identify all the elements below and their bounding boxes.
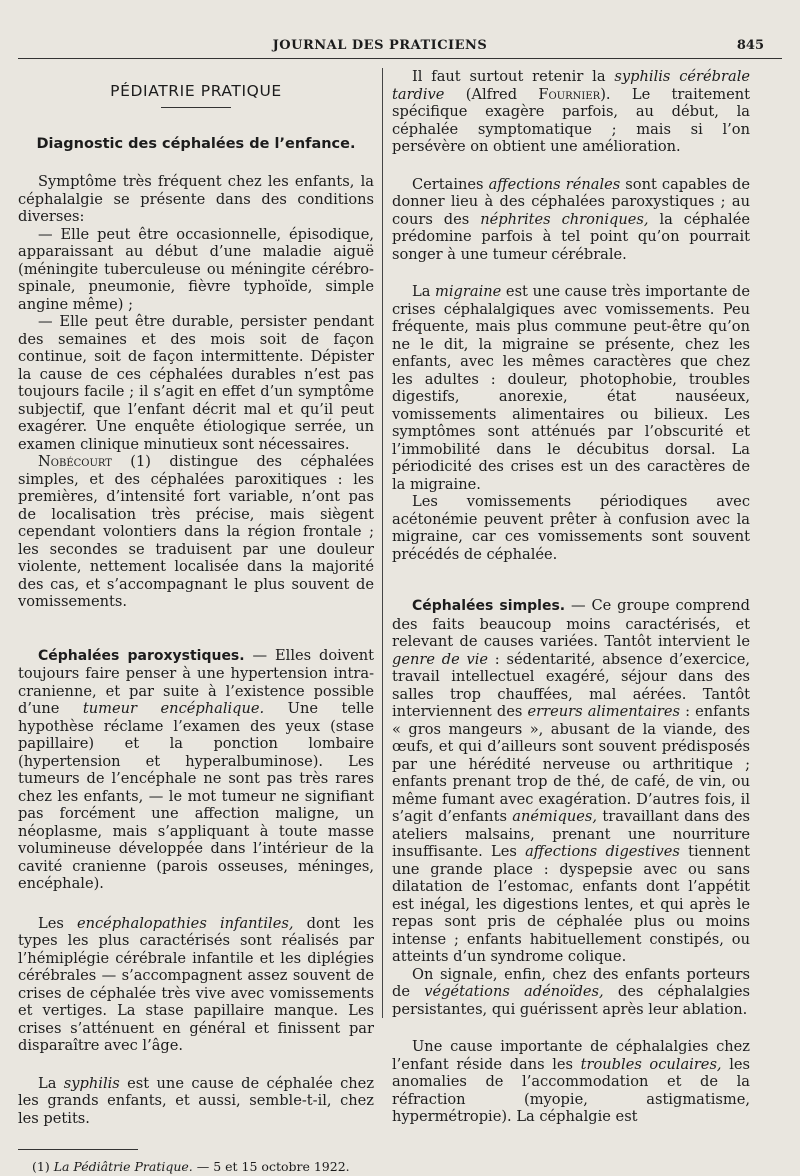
footnote: (1) La Pédiâtrie Pratique. — 5 et 15 octobre 1922.	[32, 1159, 350, 1174]
column-divider	[382, 68, 383, 1018]
left-column	[18, 68, 375, 1174]
paragraph: Certaines affections rénales sont capables de donner lieu à des céphalées paroxystiques ; au cours des néphrites chroniques, la céphalée prédomine parfois à tel point qu’on pourrait songer à une tumeur cérébrale.	[392, 175, 750, 263]
paragraph: — Elle peut être occasionnelle, épisodique, apparaissant au début d’une maladie aiguë (méningite tuberculeuse ou méningite cérébro-spinale, pneumonie, fièvre typhoïde, simple angine même) ;	[18, 225, 374, 313]
section-rule	[161, 107, 231, 108]
author-name: Fournier	[538, 85, 601, 103]
paragraph: Il faut surtout retenir la syphilis cérébrale tardive (Alfred Fournier). Le traitement spécifique exagère parfois, au début, la céphalée symptomatique ; mais si l’on persévère on obtient une amélioration.	[392, 68, 750, 155]
footnote-rule	[18, 1149, 138, 1150]
paragraph: Les vomissements périodiques avec acétonémie peuvent prêter à confusion avec la migraine, car ces vomissements sont souvent précédés de céphalée.	[392, 493, 750, 563]
paragraph: Les encéphalopathies infantiles, dont les types les plus caractérisés sont réalisés par l’hémiplégie cérébrale infantile et les diplégies cérébrales — s’accompagnent assez souvent de crises de céphalée très vive avec vomissements et vertiges. La stase papillaire manque. Les crises s’atténuent en général et finissent par disparaître avec l’âge.	[18, 914, 374, 1054]
paragraph: — Elle peut être durable, persister pendant des semaines et des mois soit de façon continue, soit de façon intermittente. Dépister la cause de ces céphalées durables n’est pas toujours facile ; il s’agit en effet d’un symptôme subjectif, que l’enfant décrit mal et qu’il peut exagérer. Une enquête étiologique serrée, un examen clinique minutieux sont nécessaires.	[18, 313, 374, 453]
author-name: Nobécourt	[38, 453, 112, 470]
section-title: PÉDIATRIE PRATIQUE	[110, 82, 282, 100]
article-title: Diagnostic des céphalées de l’enfance.	[36, 135, 356, 152]
paragraph: Céphalées simples. — Ce groupe comprend des faits beaucoup moins caractérisés, et relevant de causes variées. Tantôt intervient le genre de vie : sédentarité, absence d’exercice, travail intellectuel exagéré, séjour dans des salles trop chauffées, mal aérées. Tantôt interviennent des erreurs alimentaires : enfants « gros mangeurs », abusant de la viande, des œufs, et qui d’ailleurs sont souvent prédisposés par une hérédité nerveuse ou arthritique ; enfants prenant trop de thé, de café, de vin, ou même fumant avec exagération. D’autres fois, il s’agit d’enfants anémiques, travaillant dans des ateliers malsains, prenant une nourriture insuffisante. Les affections digestives tiennent une grande place : dyspepsie avec ou sans dilatation de l’estomac, enfants dont l’appétit est inégal, les digestions lentes, et qui après le repas sont pris de céphalée plus ou moins intense ; enfants habituellement constipés, ou atteints d’un syndrome colique.	[392, 597, 750, 965]
paragraph: On signale, enfin, chez des enfants porteurs de végétations adénoïdes, des céphalalgies persistantes, qui guérissent après leur ablation.	[392, 965, 750, 1018]
paragraph: Nobécourt (1) distingue des céphalées simples, et des céphalées paroxitiques : les premières, d’intensité fort variable, n’ont pas de localisation très précise, mais siègent cependant volontiers dans la région frontale ; les secondes se traduisent par une douleur violente, nettement localisée dans la majorité des cas, et s’accompagnant le plus souvent de vomissements.	[18, 453, 374, 610]
header-rule	[18, 58, 782, 59]
subsection-heading: Céphalées simples.	[412, 598, 566, 614]
paragraph: La syphilis est une cause de céphalée chez les grands enfants, et aussi, semble-t-il, chez les petits.	[18, 1074, 375, 1127]
paragraph: Céphalées paroxystiques. — Elles doivent toujours faire penser à une hypertension intra-cranienne, et par suite à l’existence possible d’une tumeur encéphalique. Une telle hypothèse réclame l’examen des yeux (stase papillaire) et la ponction lombaire (hypertension et hyperalbuminose). Les tumeurs de l’encéphale ne sont pas très rares chez les enfants, — le mot tumeur ne signifiant pas forcément une affection maligne, un néoplasme, mais s’appliquant à toute masse volumineuse développée dans l’intérieur de la cavité cranienne (parois osseuses, méninges, encéphale).	[18, 646, 374, 892]
subsection-heading: Céphalées paroxystiques.	[38, 647, 245, 664]
paragraph: Une cause importante de céphalalgies chez l’enfant réside dans les troubles oculaires, les anomalies de l’accommodation et de la réfraction (myopie, astigmatisme, hypermétropie). La céphalgie est	[392, 1038, 750, 1125]
running-title: JOURNAL DES PRATICIENS	[272, 38, 488, 53]
right-column	[392, 68, 750, 1125]
paragraph: Symptôme très fréquent chez les enfants, la céphalalgie se présente dans des conditions diverses:	[18, 173, 374, 225]
running-head	[0, 38, 800, 54]
page-number: 845	[736, 38, 764, 53]
paragraph: La migraine est une cause très importante de crises céphalalgiques avec vomissements. Peu fréquente, mais plus commune peut-être qu’on ne le dit, la migraine se présente, chez les enfants, avec les mêmes caractères que chez les adultes : douleur, photophobie, troubles digestifs, anorexie, état nauséeux, vomissements alimentaires ou bilieux. Les symptômes sont atténués par l’obscurité et l’immobilité dans le décubitus dorsal. La périodicité des crises est un des caractères de la migraine.	[392, 283, 750, 493]
